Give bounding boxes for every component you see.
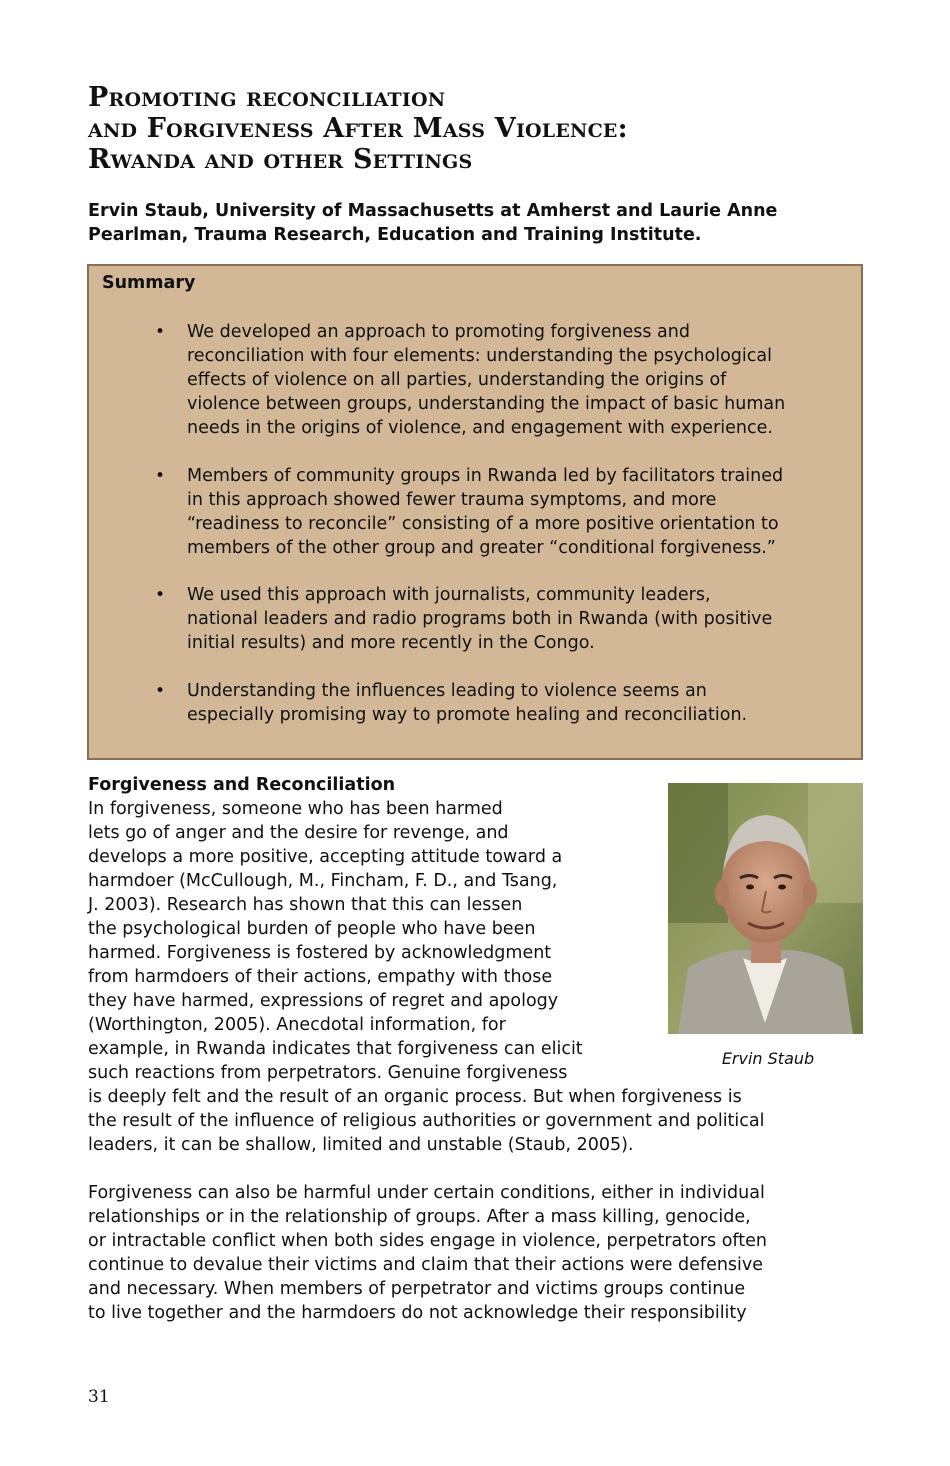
page-number: 31 — [88, 1387, 110, 1407]
paragraph-line: harmed. Forgiveness is fostered by acknowledgment — [88, 943, 552, 963]
bullet-dot: • — [155, 585, 166, 605]
bullet-dot: • — [155, 322, 166, 342]
bullet-line: We developed an approach to promoting forgiveness and — [187, 322, 690, 342]
paragraph-line: or intractable conflict when both sides engage in violence, perpetrators often — [88, 1231, 767, 1251]
paragraph-line: from harmdoers of their actions, empathy with those — [88, 967, 553, 987]
summary-heading: Summary — [102, 273, 196, 293]
section-body — [88, 773, 765, 1157]
paragraph-line: leaders, it can be shallow, limited and unstable (Staub, 2005). — [88, 1135, 634, 1155]
bullet-line: reconciliation with four elements: understanding the psychological — [187, 346, 772, 366]
bullet-line: national leaders and radio programs both in Rwanda (with positive — [187, 609, 773, 629]
bullet-line: effects of violence on all parties, understanding the origins of — [187, 370, 727, 390]
bullet-text — [187, 679, 747, 727]
paragraph-line: and necessary. When members of perpetrator and victims groups continue — [88, 1279, 746, 1299]
paragraph-line: example, in Rwanda indicates that forgiveness can elicit — [88, 1039, 583, 1059]
bullet-line: in this approach showed fewer trauma symptoms, and more — [187, 490, 717, 510]
article-title — [88, 82, 868, 175]
bullet-line: Members of community groups in Rwanda led by facilitators trained — [187, 466, 784, 486]
title-line: and Forgiveness After Mass Violence: — [88, 113, 628, 144]
paragraph-line: to live together and the harmdoers do not acknowledge their responsibility — [88, 1303, 747, 1323]
paragraph-line: J. 2003). Research has shown that this can lessen — [88, 895, 523, 915]
authors — [88, 199, 868, 247]
bullet-text — [187, 464, 783, 560]
bullet-line: members of the other group and greater “conditional forgiveness.” — [187, 538, 776, 558]
paragraph-line: lets go of anger and the desire for revenge, and — [88, 823, 509, 843]
paragraph-line: In forgiveness, someone who has been harmed — [88, 799, 503, 819]
paragraph-line: is deeply felt and the result of an organic process. But when forgiveness is — [88, 1087, 742, 1107]
section-heading: Forgiveness and Reconciliation — [88, 775, 396, 795]
paragraph-line: harmdoer (McCullough, M., Fincham, F. D., and Tsang, — [88, 871, 558, 891]
title-line: Rwanda and other Settings — [88, 144, 473, 175]
bullet-line: We used this approach with journalists, community leaders, — [187, 585, 711, 605]
authors-line: Pearlman, Trauma Research, Education and Training Institute. — [88, 225, 702, 245]
paragraph-line: develops a more positive, accepting attitude toward a — [88, 847, 563, 867]
bullet-text — [187, 320, 785, 440]
bullet-dot: • — [155, 466, 166, 486]
paragraph-line: relationships or in the relationship of groups. After a mass killing, genocide, — [88, 1207, 751, 1227]
photo-caption: Ervin Staub — [721, 1049, 815, 1068]
paragraph-line: such reactions from perpetrators. Genuine forgiveness — [88, 1063, 568, 1083]
paragraph-line: the result of the influence of religious authorities or government and political — [88, 1111, 765, 1131]
authors-line: Ervin Staub, University of Massachusetts at Amherst and Laurie Anne — [88, 201, 778, 221]
bullet-line: “readiness to reconcile” consisting of a more positive orientation to — [187, 514, 779, 534]
paragraph-line: the psychological burden of people who have been — [88, 919, 536, 939]
paragraph-line: Forgiveness can also be harmful under certain conditions, either in individual — [88, 1183, 765, 1203]
paragraph-line: (Worthington, 2005). Anecdotal information, for — [88, 1015, 506, 1035]
portrait-illustration — [668, 783, 863, 1034]
bullet-line: Understanding the influences leading to violence seems an — [187, 681, 707, 701]
bullet-line: violence between groups, understanding the impact of basic human — [187, 394, 786, 414]
summary-box — [87, 264, 863, 760]
bullet-line: needs in the origins of violence, and engagement with experience. — [187, 418, 773, 438]
paragraph-line: continue to devalue their victims and claim that their actions were defensive — [88, 1255, 764, 1275]
bullet-line: initial results) and more recently in the Congo. — [187, 633, 595, 653]
bullet-dot: • — [155, 681, 166, 701]
paragraph-2 — [88, 1181, 767, 1325]
title-line: Promoting reconciliation — [88, 82, 446, 113]
paragraph-line: they have harmed, expressions of regret and apology — [88, 991, 559, 1011]
bullet-text — [187, 583, 772, 655]
bullet-line: especially promising way to promote healing and reconciliation. — [187, 705, 748, 725]
author-photo — [668, 783, 863, 1034]
